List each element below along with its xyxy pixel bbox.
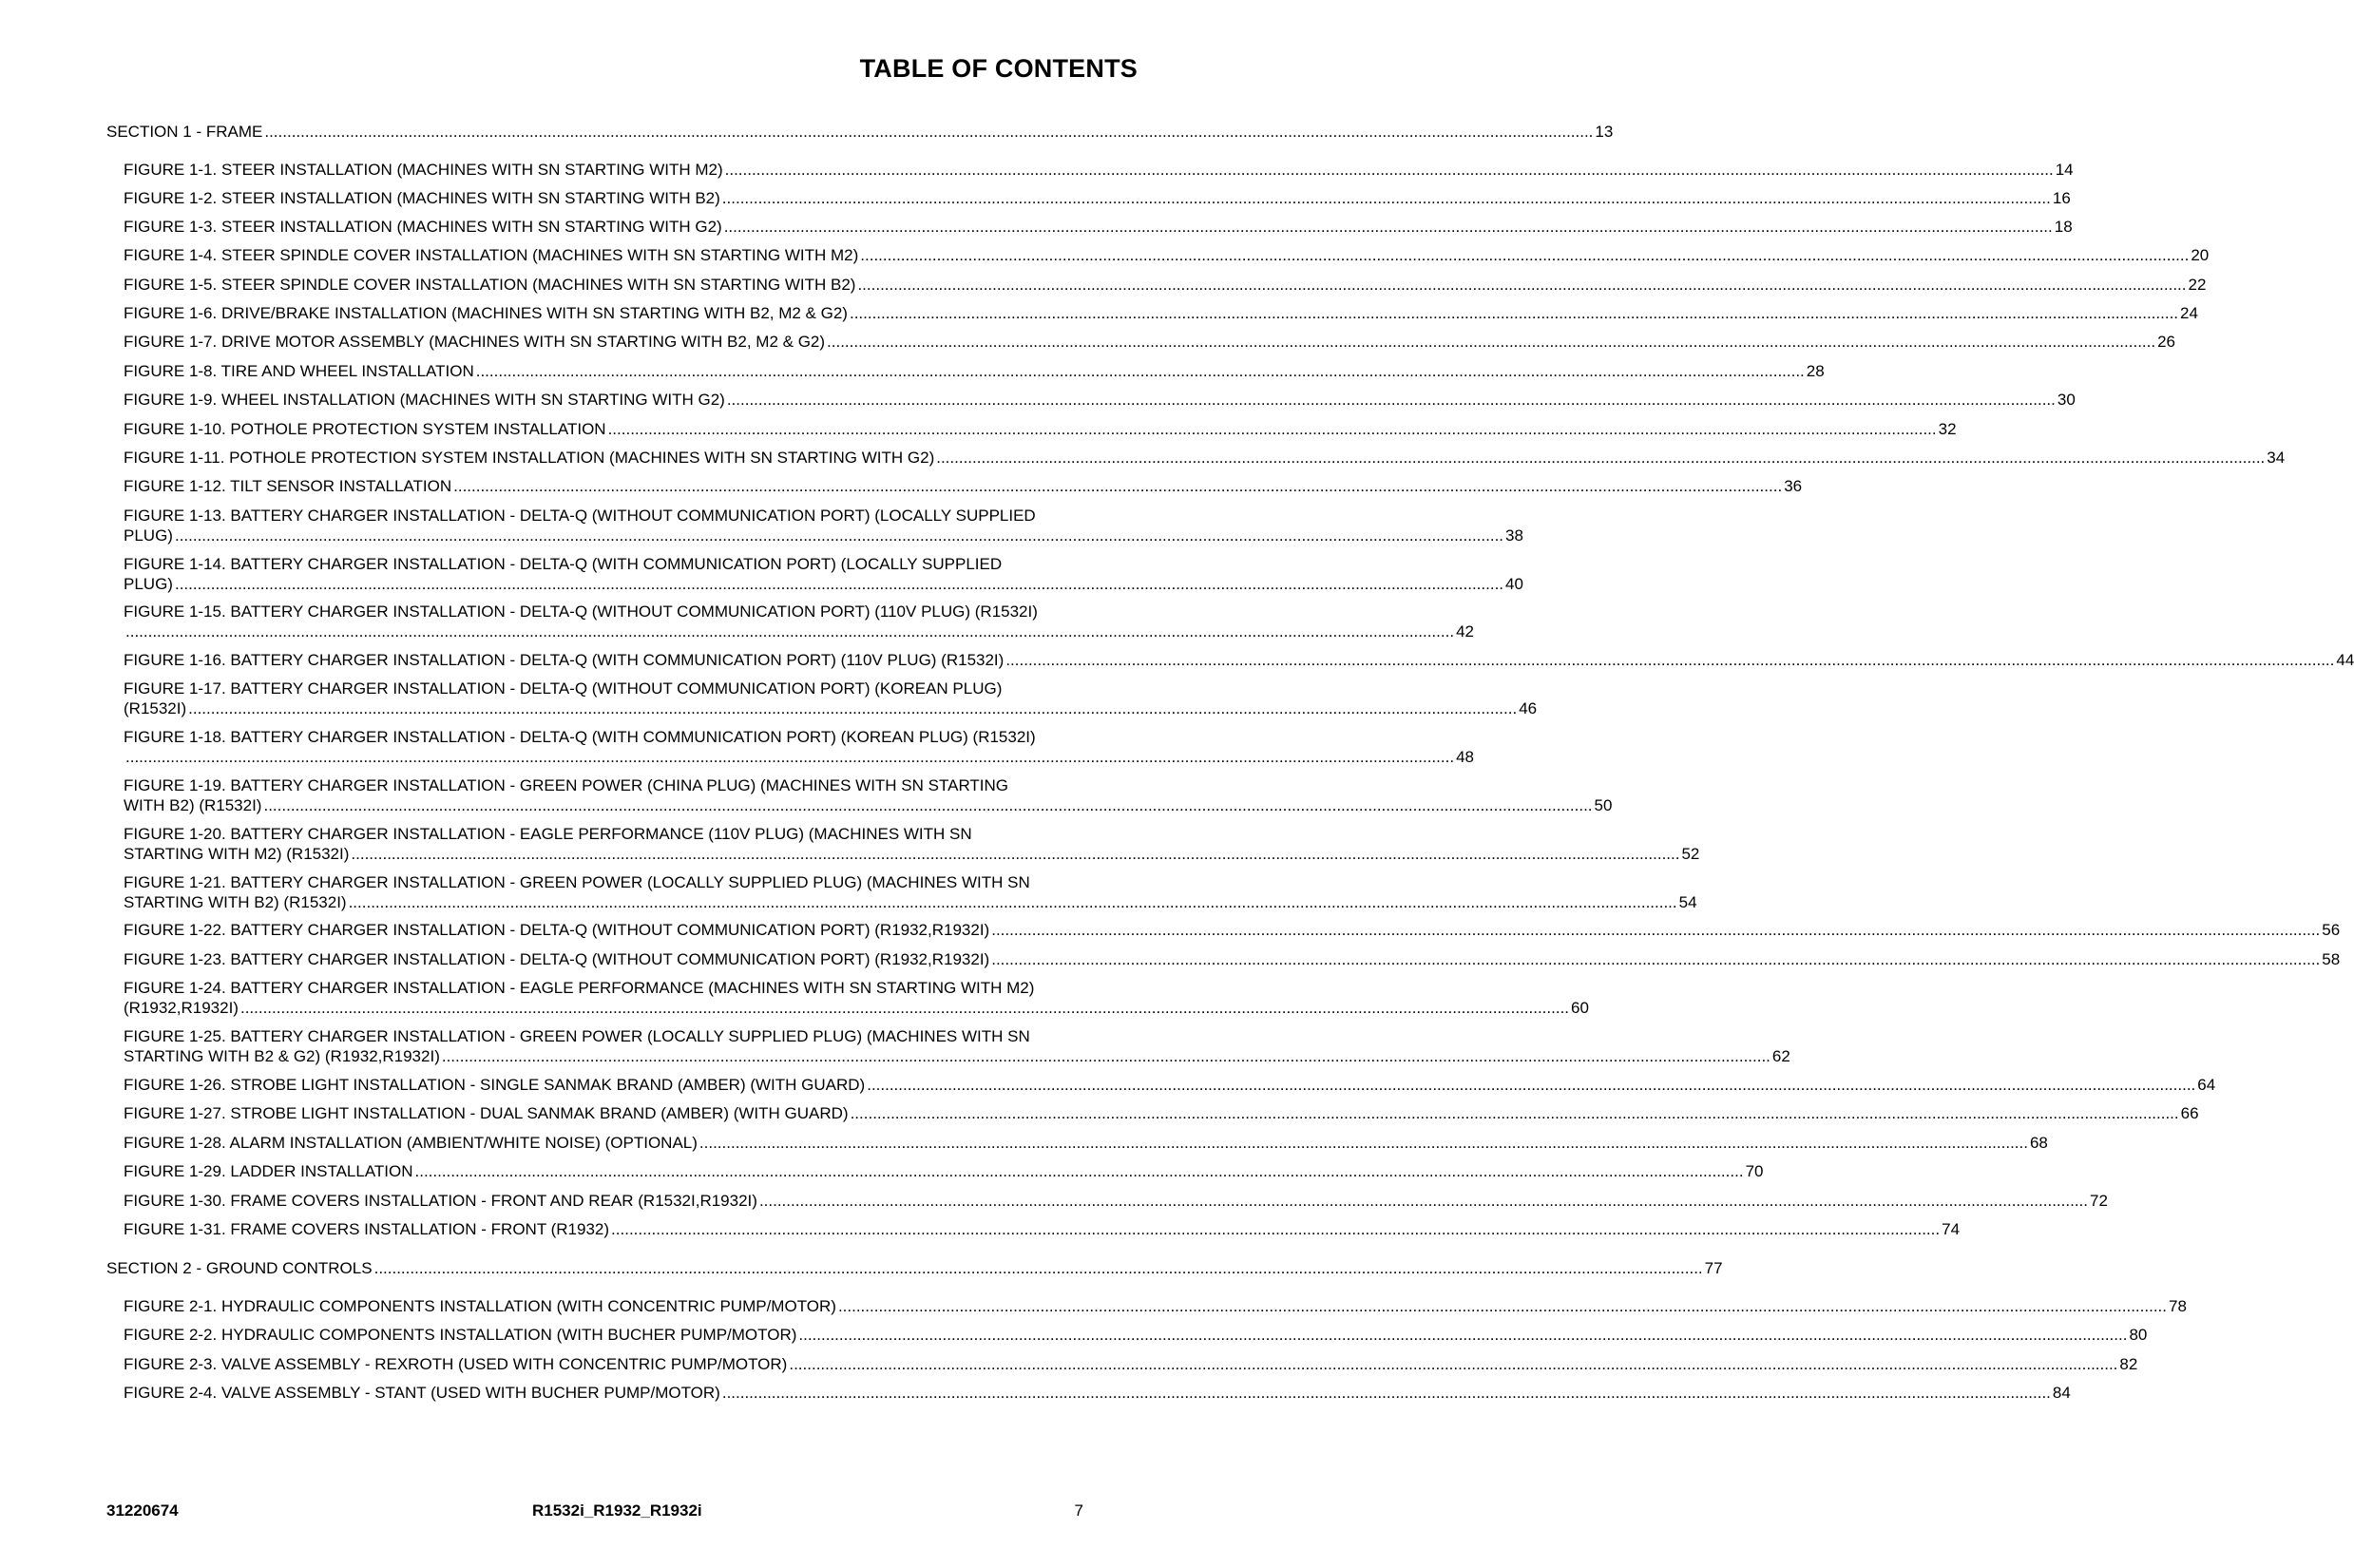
toc-figure-entry[interactable] — [124, 332, 2176, 352]
toc-figure-entry[interactable] — [124, 160, 2074, 180]
toc-figure-entry[interactable] — [124, 602, 1474, 641]
toc-entry-page: 32 — [1938, 420, 1957, 438]
dot-leader — [264, 122, 1593, 142]
toc-entry-title: FIGURE 1-16. BATTERY CHARGER INSTALLATION - DELTA-Q (WITH COMMUNICATION PORT) (110V PLUG) (R1532I) — [124, 651, 1005, 669]
toc-entry-title-line: FIGURE 1-20. BATTERY CHARGER INSTALLATION - EAGLE PERFORMANCE (110V PLUG) (MACHINES WITH SN — [124, 825, 972, 843]
toc-figure-entry[interactable] — [124, 920, 2341, 940]
toc-figure-entry[interactable] — [124, 727, 1474, 767]
toc-entry-title-line: FIGURE 1-25. BATTERY CHARGER INSTALLATION - GREEN POWER (LOCALLY SUPPLIED PLUG) (MACHINES WITH SN — [124, 1027, 1030, 1045]
toc-entry-line — [124, 390, 2076, 410]
toc-entry-page: 40 — [1505, 575, 1523, 593]
toc-figure-entry[interactable] — [124, 506, 1523, 545]
dot-leader — [838, 1296, 2167, 1316]
dot-leader — [867, 1075, 2195, 1095]
toc-entry-page: 70 — [1745, 1162, 1764, 1180]
toc-figure-entry[interactable] — [124, 1026, 1790, 1066]
toc-entry-page: 72 — [2090, 1192, 2108, 1210]
footer-doc-number: 31220674 — [106, 1501, 179, 1520]
toc-figure-entry[interactable] — [124, 679, 1538, 718]
toc-entry-page: 80 — [2129, 1326, 2148, 1344]
dot-leader — [442, 1046, 1770, 1066]
toc-entry-title-line: FIGURE 1-19. BATTERY CHARGER INSTALLATION - GREEN POWER (CHINA PLUG) (MACHINES WITH SN STARTING — [124, 776, 1009, 794]
toc-figure-entry[interactable] — [124, 217, 2073, 237]
toc-figure-entry[interactable] — [124, 303, 2198, 323]
toc-entry-title-line: FIGURE 1-13. BATTERY CHARGER INSTALLATION - DELTA-Q (WITHOUT COMMUNICATION PORT) (LOCALLY SUPPLIED — [124, 507, 1036, 525]
toc-entry-line — [124, 332, 2176, 352]
dot-leader — [608, 419, 1937, 439]
toc-entry-page: 56 — [2322, 921, 2341, 939]
toc-figure-entry[interactable] — [124, 978, 1589, 1018]
dot-leader — [789, 1354, 2117, 1374]
toc-entry-title: STARTING WITH B2 & G2) (R1932,R1932I) — [124, 1047, 440, 1065]
dot-leader — [827, 332, 2155, 352]
toc-entry-line — [124, 217, 2073, 237]
toc-entry-line — [124, 920, 2341, 940]
toc-entry-page: 62 — [1771, 1047, 1790, 1065]
toc-entry-title: FIGURE 1-30. FRAME COVERS INSTALLATION - FRONT AND REAR (R1532I,R1932I) — [124, 1192, 757, 1210]
dot-leader — [240, 998, 1569, 1018]
toc-entry-line — [106, 122, 1614, 142]
dot-leader — [725, 160, 2054, 180]
dot-leader — [374, 1258, 1703, 1278]
toc-figure-entry[interactable] — [124, 1191, 2108, 1211]
footer-model: R1532i_R1932_R1932i — [532, 1501, 702, 1520]
toc-entry-line — [124, 303, 2198, 323]
toc-figure-entry[interactable] — [124, 775, 1613, 815]
dot-leader — [724, 217, 2053, 237]
toc-figure-entry[interactable] — [124, 824, 1700, 864]
dot-leader — [857, 275, 2186, 295]
toc-figure-entry[interactable] — [124, 275, 2207, 295]
dot-leader — [415, 1161, 1744, 1181]
page-title: TABLE OF CONTENTS — [859, 54, 1138, 83]
toc-section-entry[interactable] — [106, 122, 1614, 142]
toc-entry-line — [124, 1219, 1961, 1239]
toc-figure-entry[interactable] — [124, 554, 1523, 594]
toc-entry-page: 46 — [1519, 699, 1538, 717]
toc-entry-line — [124, 844, 1700, 864]
dot-leader — [860, 245, 2189, 265]
toc-entry-title-line: FIGURE 1-18. BATTERY CHARGER INSTALLATION - DELTA-Q (WITH COMMUNICATION PORT) (KOREAN PLUG) (R1532I) — [124, 728, 1036, 746]
toc-entry-title: FIGURE 1-3. STEER INSTALLATION (MACHINES WITH SN STARTING WITH G2) — [124, 218, 722, 236]
toc-entry-page: 30 — [2057, 391, 2076, 409]
toc-entry-page: 84 — [2052, 1384, 2071, 1402]
toc-entry-title: FIGURE 1-22. BATTERY CHARGER INSTALLATION - DELTA-Q (WITHOUT COMMUNICATION PORT) (R1932,R1932I) — [124, 921, 990, 939]
toc-entry-title: PLUG) — [124, 526, 173, 545]
dot-leader — [699, 1133, 2028, 1153]
toc-entry-line — [124, 1354, 2138, 1374]
toc-entry-title: FIGURE 1-4. STEER SPINDLE COVER INSTALLATION (MACHINES WITH SN STARTING WITH M2) — [124, 246, 859, 264]
toc-entry-title: FIGURE 1-11. POTHOLE PROTECTION SYSTEM INSTALLATION (MACHINES WITH SN STARTING WITH G2) — [124, 449, 935, 467]
toc-entry-page: 24 — [2180, 304, 2198, 322]
toc-entry-page: 50 — [1594, 796, 1613, 814]
toc-entry-title: WITH B2) (R1532I) — [124, 796, 262, 814]
dot-leader — [611, 1219, 1940, 1239]
toc-entry-page: 68 — [2029, 1134, 2048, 1152]
toc-entry-page: 66 — [2180, 1104, 2199, 1122]
dot-leader — [351, 844, 1679, 864]
toc-entry-line — [124, 1325, 2148, 1345]
toc-entry-title: FIGURE 1-1. STEER INSTALLATION (MACHINES WITH SN STARTING WITH M2) — [124, 161, 723, 179]
toc-entry-line — [124, 1191, 2108, 1211]
toc-entry-line — [124, 361, 1825, 381]
toc-entry-title: FIGURE 2-3. VALVE ASSEMBLY - REXROTH (USED WITH CONCENTRIC PUMP/MOTOR) — [124, 1355, 788, 1373]
toc-figure-entry[interactable] — [124, 1133, 2048, 1153]
toc-entry-title-line: FIGURE 1-21. BATTERY CHARGER INSTALLATION - GREEN POWER (LOCALLY SUPPLIED PLUG) (MACHINES WITH SN — [124, 873, 1030, 891]
toc-entry-title: STARTING WITH B2) (R1532I) — [124, 893, 347, 911]
toc-entry-line — [124, 188, 2071, 208]
toc-figure-entry[interactable] — [124, 949, 2341, 969]
toc-entry-title: FIGURE 1-29. LADDER INSTALLATION — [124, 1162, 413, 1180]
toc-figure-entry[interactable] — [124, 476, 1803, 496]
toc-entry-page: 77 — [1704, 1259, 1723, 1277]
toc-entry-title-line: FIGURE 1-15. BATTERY CHARGER INSTALLATION - DELTA-Q (WITHOUT COMMUNICATION PORT) (110V PLUG) (R1532I) — [124, 602, 1038, 621]
toc-figure-entry[interactable] — [124, 1161, 1764, 1181]
toc-entry-line — [124, 747, 1474, 767]
toc-entry-title: (R1532I) — [124, 699, 187, 717]
toc-entry-title: FIGURE 1-23. BATTERY CHARGER INSTALLATION - DELTA-Q (WITHOUT COMMUNICATION PORT) (R1932,R1932I) — [124, 950, 990, 968]
toc-figure-entry[interactable] — [124, 361, 1825, 381]
toc-entry-page: 14 — [2055, 161, 2074, 179]
toc-entry-page: 64 — [2197, 1076, 2216, 1094]
toc-entry-title-line: FIGURE 1-14. BATTERY CHARGER INSTALLATION - DELTA-Q (WITH COMMUNICATION PORT) (LOCALLY SUPPLIED — [124, 555, 1003, 573]
toc-entry-title: FIGURE 1-7. DRIVE MOTOR ASSEMBLY (MACHINES WITH SN STARTING WITH B2, M2 & G2) — [124, 333, 826, 351]
toc-entry-page: 22 — [2188, 276, 2207, 294]
toc-entry-title: FIGURE 1-28. ALARM INSTALLATION (AMBIENT/WHITE NOISE) (OPTIONAL) — [124, 1134, 698, 1152]
dot-leader — [798, 1325, 2127, 1345]
toc-entry-line — [124, 698, 1538, 718]
dot-leader — [936, 448, 2265, 468]
dot-leader — [727, 390, 2056, 410]
dot-leader — [263, 795, 1592, 815]
toc-entry-line — [124, 650, 2354, 670]
toc-figure-entry[interactable] — [124, 390, 2076, 410]
toc-figure-entry[interactable] — [124, 188, 2071, 208]
toc-entry-line — [124, 448, 2286, 468]
toc-entry-title: FIGURE 1-12. TILT SENSOR INSTALLATION — [124, 477, 452, 495]
toc-figure-entry[interactable] — [124, 1075, 2216, 1095]
toc-figure-entry[interactable] — [124, 1103, 2199, 1123]
toc-entry-line — [124, 245, 2210, 265]
toc-entry-page: 28 — [1806, 362, 1825, 380]
toc-entry-page: 60 — [1571, 999, 1589, 1017]
toc-figure-entry[interactable] — [124, 419, 1957, 439]
dot-leader — [175, 574, 1503, 594]
toc-entry-page: 52 — [1681, 845, 1700, 863]
toc-entry-page: 44 — [2336, 651, 2354, 669]
dot-leader — [850, 303, 2178, 323]
dot-leader — [722, 1383, 2051, 1403]
toc-figure-entry[interactable] — [124, 245, 2210, 265]
dot-leader — [188, 698, 1517, 718]
toc-entry-title: FIGURE 1-31. FRAME COVERS INSTALLATION - FRONT (R1932) — [124, 1220, 610, 1238]
toc-figure-entry[interactable] — [124, 872, 1697, 912]
toc-entry-line — [124, 1075, 2216, 1095]
dot-leader — [175, 526, 1503, 545]
toc-entry-title-line: FIGURE 1-24. BATTERY CHARGER INSTALLATION - EAGLE PERFORMANCE (MACHINES WITH SN STARTING WITH M2) — [124, 979, 1035, 997]
toc-entry-page: 78 — [2169, 1297, 2187, 1315]
toc-entry-line — [124, 1383, 2071, 1403]
toc-entry-page: 26 — [2157, 333, 2176, 351]
toc-entry-line — [124, 275, 2207, 295]
toc-entry-line — [124, 526, 1523, 545]
toc-entry-page: 18 — [2054, 218, 2073, 236]
toc-figure-entry[interactable] — [124, 1296, 2187, 1316]
toc-entry-title: FIGURE 2-4. VALVE ASSEMBLY - STANT (USED WITH BUCHER PUMP/MOTOR) — [124, 1384, 720, 1402]
toc-entry-line — [124, 574, 1523, 594]
toc-entry-title: FIGURE 1-5. STEER SPINDLE COVER INSTALLATION (MACHINES WITH SN STARTING WITH B2) — [124, 276, 856, 294]
toc-entry-page: 20 — [2191, 246, 2210, 264]
toc-figure-entry[interactable] — [124, 1219, 1961, 1239]
toc-entry-title: SECTION 2 - GROUND CONTROLS — [106, 1259, 373, 1277]
toc-entry-line — [124, 621, 1474, 641]
toc-entry-title: PLUG) — [124, 575, 173, 593]
toc-entry-line — [124, 892, 1697, 912]
toc-entry-title: STARTING WITH M2) (R1532I) — [124, 845, 350, 863]
dot-leader — [125, 747, 1454, 767]
toc-entry-line — [124, 998, 1589, 1018]
toc-figure-entry[interactable] — [124, 1354, 2138, 1374]
toc-entry-page: 13 — [1595, 123, 1614, 141]
toc-entry-title: FIGURE 1-10. POTHOLE PROTECTION SYSTEM INSTALLATION — [124, 420, 606, 438]
dot-leader — [453, 476, 1782, 496]
toc-entry-line — [124, 160, 2074, 180]
dot-leader — [1005, 650, 2334, 670]
toc-entry-line — [124, 949, 2341, 969]
toc-entry-title: FIGURE 2-1. HYDRAULIC COMPONENTS INSTALLATION (WITH CONCENTRIC PUMP/MOTOR) — [124, 1297, 836, 1315]
toc-entry-page: 54 — [1678, 893, 1697, 911]
toc-entry-title: FIGURE 1-27. STROBE LIGHT INSTALLATION - DUAL SANMAK BRAND (AMBER) (WITH GUARD) — [124, 1104, 849, 1122]
toc-entry-title: FIGURE 1-2. STEER INSTALLATION (MACHINES WITH SN STARTING WITH B2) — [124, 189, 720, 207]
toc-entry-line — [106, 1258, 1723, 1278]
toc-entry-page: 42 — [1456, 622, 1474, 641]
toc-entry-page: 36 — [1784, 477, 1803, 495]
toc-entry-title: FIGURE 1-6. DRIVE/BRAKE INSTALLATION (MACHINES WITH SN STARTING WITH B2, M2 & G2) — [124, 304, 848, 322]
toc-entry-page: 82 — [2119, 1355, 2138, 1373]
dot-leader — [125, 621, 1454, 641]
toc-entry-title: FIGURE 1-9. WHEEL INSTALLATION (MACHINES WITH SN STARTING WITH G2) — [124, 391, 725, 409]
dot-leader — [722, 188, 2051, 208]
dot-leader — [476, 361, 1805, 381]
toc-figure-entry[interactable] — [124, 650, 2354, 670]
toc-entry-title: SECTION 1 - FRAME — [106, 123, 263, 141]
toc-entry-title-line: FIGURE 1-17. BATTERY CHARGER INSTALLATION - DELTA-Q (WITHOUT COMMUNICATION PORT) (KOREAN PLUG) — [124, 679, 1003, 698]
toc-entry-title: FIGURE 2-2. HYDRAULIC COMPONENTS INSTALLATION (WITH BUCHER PUMP/MOTOR) — [124, 1326, 797, 1344]
footer-page-number: 7 — [1074, 1501, 1083, 1520]
dot-leader — [349, 892, 1677, 912]
toc-entry-line — [124, 1103, 2199, 1123]
toc-section-entry[interactable] — [106, 1258, 1723, 1278]
toc-entry-page: 58 — [2322, 950, 2341, 968]
dot-leader — [851, 1103, 2179, 1123]
toc-entry-line — [124, 1046, 1790, 1066]
toc-figure-entry[interactable] — [124, 1325, 2148, 1345]
dot-leader — [759, 1191, 2088, 1211]
toc-entry-title: FIGURE 1-26. STROBE LIGHT INSTALLATION - SINGLE SANMAK BRAND (AMBER) (WITH GUARD) — [124, 1076, 866, 1094]
dot-leader — [991, 920, 2320, 940]
toc-entry-title: FIGURE 1-8. TIRE AND WHEEL INSTALLATION — [124, 362, 474, 380]
toc-entry-page: 16 — [2052, 189, 2071, 207]
toc-entry-line — [124, 419, 1957, 439]
toc-entry-page: 38 — [1505, 526, 1523, 545]
toc-entry-line — [124, 476, 1803, 496]
dot-leader — [991, 949, 2320, 969]
toc-entry-page: 74 — [1942, 1220, 1961, 1238]
toc-entry-line — [124, 1161, 1764, 1181]
toc-figure-entry[interactable] — [124, 448, 2286, 468]
toc-entry-page: 48 — [1456, 748, 1474, 766]
toc-entry-page: 34 — [2267, 449, 2286, 467]
toc-entry-line — [124, 795, 1613, 815]
toc-entry-title: (R1932,R1932I) — [124, 999, 239, 1017]
toc-entry-line — [124, 1133, 2048, 1153]
toc-entry-line — [124, 1296, 2187, 1316]
toc-figure-entry[interactable] — [124, 1383, 2071, 1403]
